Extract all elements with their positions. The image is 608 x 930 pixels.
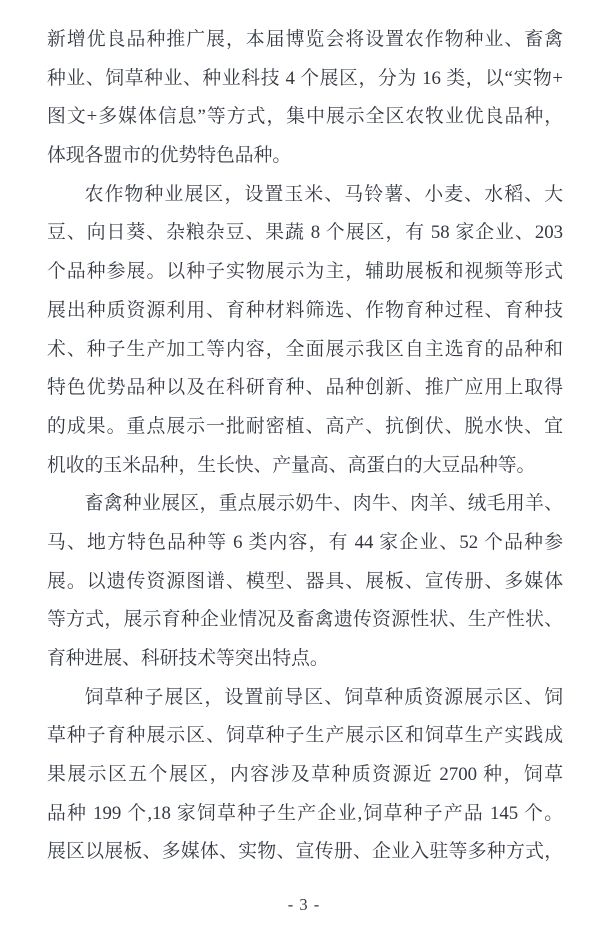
paragraph-crop-seed-zone [47,176,563,486]
text-line: 的成果。重点展示一批耐密植、高产、抗倒伏、脱水快、宜 [47,415,563,437]
text-line: 豆、向日葵、杂粮杂豆、果蔬 8 个展区，有 58 家企业、203 [47,222,563,244]
text-line: 新增优良品种推广展，本届博览会将设置农作物种业、畜禽 [47,29,563,50]
text-line: 体现各盟市的优势特色品种。 [47,145,292,167]
text-line: 特色优势品种以及在科研育种、品种创新、推广应用上取得 [47,377,563,399]
text-line: 机收的玉米品种，生长快、产量高、高蛋白的大豆品种等。 [47,454,536,476]
text-line: 饲草种子展区，设置前导区、饲草种质资源展示区、饲 [84,686,563,708]
text-line: 展。以遗传资源图谱、模型、器具、展板、宣传册、多媒体 [47,570,563,592]
text-line: 育种进展、科研技术等突出特点。 [47,648,329,669]
text-line: 畜禽种业展区，重点展示奶牛、肉牛、肉羊、绒毛用羊、 [84,493,563,515]
text-line: 个品种参展。以种子实物展示为主，辅助展板和视频等形式 [47,261,563,283]
text-line: 术、种子生产加工等内容，全面展示我区自主选育的品种和 [47,338,563,360]
paragraph-livestock-seed-zone [47,485,563,678]
text-line: 果展示区五个展区，内容涉及草种质资源近 2700 种，饲草 [47,764,563,786]
text-line: 品种 199 个,18 家饲草种子生产企业,饲草种子产品 145 个。 [47,802,563,824]
text-line: 图文+多媒体信息”等方式，集中展示全区农牧业优良品种， [47,106,563,128]
text-line: 展出种质资源利用、育种材料筛选、作物育种过程、育种技 [47,299,563,321]
text-line: 种业、饲草种业、种业科技 4 个展区，分为 16 类，以“实物+ [47,67,563,89]
page-number: - 3 - [287,895,321,914]
paragraph-forage-seed-zone [47,679,563,872]
document-body [47,21,563,872]
paragraph-overview [47,21,563,176]
text-line: 农作物种业展区，设置玉米、马铃薯、小麦、水稻、大 [84,183,563,205]
text-line: 马、地方特色品种等 6 类内容，有 44 家企业、52 个品种参 [47,531,563,553]
text-line: 草种子育种展示区、饲草种子生产展示区和饲草生产实践成 [47,725,563,747]
text-line: 等方式，展示育种企业情况及畜禽遗传资源性状、生产性状、 [47,609,563,631]
text-line: 展区以展板、多媒体、实物、宣传册、企业入驻等多种方式， [47,841,563,863]
